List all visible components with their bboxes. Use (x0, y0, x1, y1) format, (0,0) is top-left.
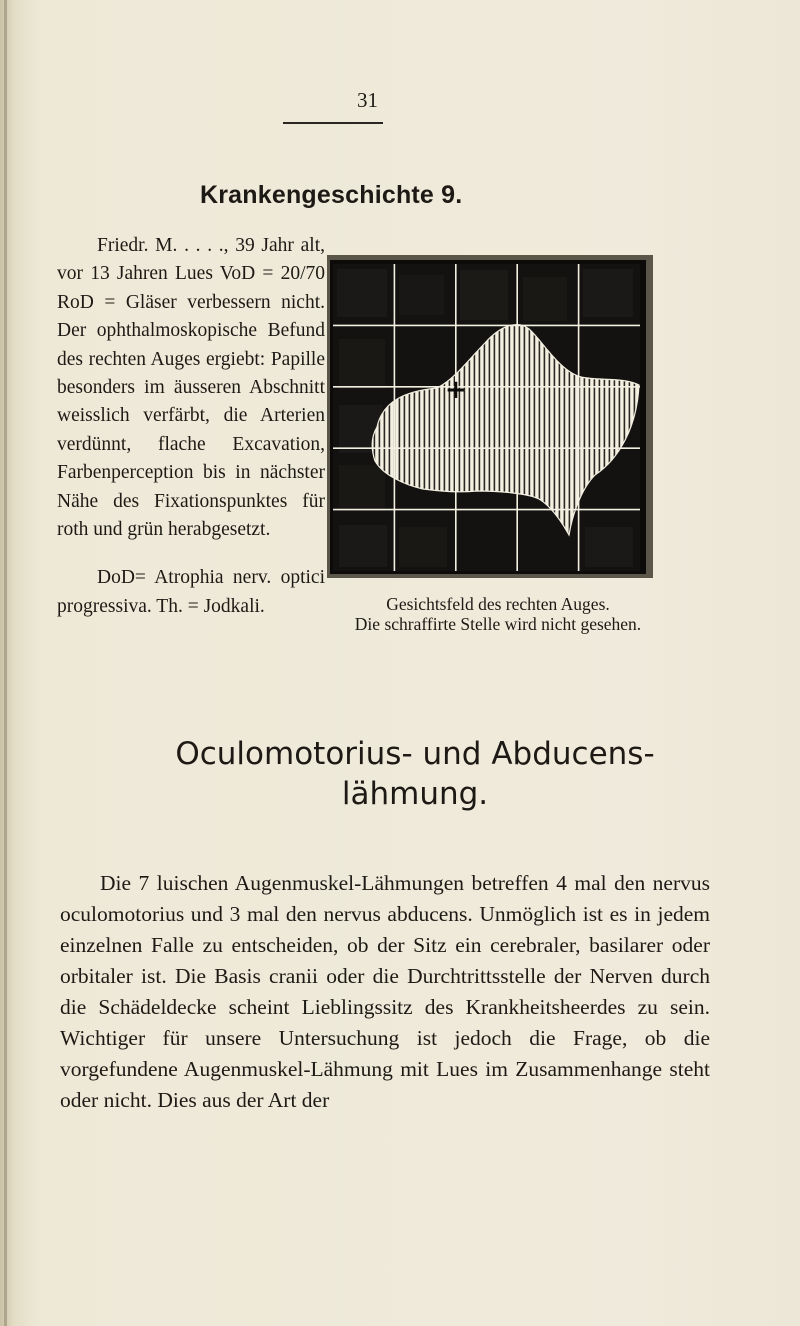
section-title (100, 734, 730, 814)
body-paragraph: Die 7 luischen Augenmuskel-Lähmungen betreffen 4 mal den nervus oculomotorius und 3 mal den nervus abducens. Unmöglich ist es in jedem einzelnen Falle zu entscheiden, ob der Sitz ein cerebraler, basilarer oder orbitaler ist. Die Basis cranii oder die Durchtrittsstelle der Nerven durch die Schädeldecke scheint Lieblingssitz des Krankheitsheerdes zu sein. Wichtiger für unsere Untersuchung ist jedoch die Frage, ob die vorgefundene Augenmuskel-Lähmung mit Lues im Zusammenhange steht oder nicht. Dies aus der Art der (60, 871, 710, 1112)
caption-line-2: Die schraffirte Stelle wird nicht gesehen. (354, 614, 642, 634)
page-edge-shadow (4, 0, 7, 1326)
visual-field-diagram (327, 255, 653, 578)
body-text (60, 868, 710, 1116)
diagnosis-paragraph: DoD= Atrophia nerv. optici progressiva. Th. = Jodkali. (57, 567, 325, 617)
case-heading: Krankengeschichte 9. (200, 181, 463, 209)
section-title-line-2: lähmung. (341, 776, 489, 812)
section-title-line-1: Oculomotorius- und Abducens- (175, 736, 655, 772)
case-description-column (57, 232, 325, 621)
caption-line-1: Gesichtsfeld des rechten Auges. (386, 594, 610, 614)
page-number: 31 (357, 88, 378, 112)
page-number-rule (283, 122, 383, 124)
figure-caption (333, 594, 663, 634)
case-history-paragraph: Friedr. M. . . . ., 39 Jahr alt, vor 13 Jahren Lues VoD = 20/70 RoD = Gläser verbessern nicht. Der ophthalmoskopische Befund des rechten Auges ergiebt: Papille besonders im äusseren Abschnitt weisslich verfärbt, die Arterien verdünnt, flache Excavation, Farbenperception bis in nächster Nähe des Fixationspunktes für roth und grün herabgesetzt. (57, 235, 325, 541)
fixation-point-marker: + (444, 375, 467, 405)
